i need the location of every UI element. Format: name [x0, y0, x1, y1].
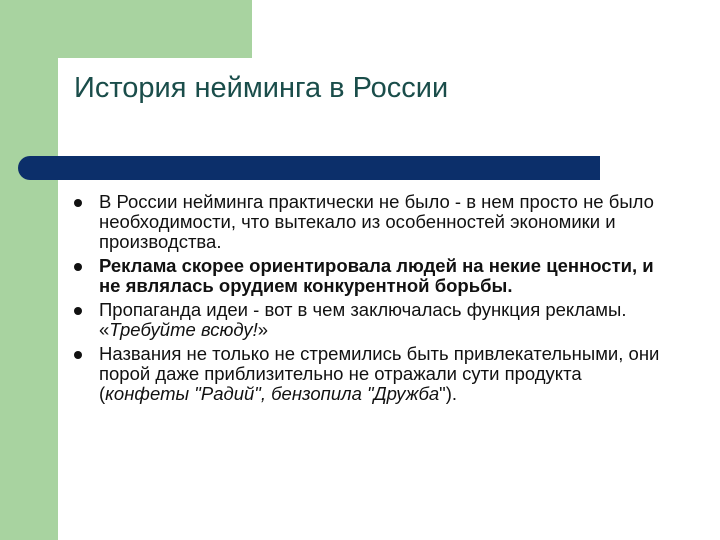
- bullet-item-4: [72, 344, 662, 404]
- slide-title: История нейминга в России: [74, 72, 449, 104]
- bullet-text: Реклама скорее ориентировала людей на некие ценности, и не являлась орудием конкурентной борьбы.: [99, 255, 654, 296]
- bullet-text: Названия не только не стремились быть привлекательными, они порой даже приблизительно не отражали сути продукта (: [99, 343, 660, 404]
- bullet-text: В России нейминга практически не было - в нем просто не было необходимости, что вытекало из особенностей экономики и производства.: [99, 191, 654, 252]
- bullet-dot-icon: [74, 199, 82, 207]
- bullet-list: [72, 192, 662, 408]
- bullet-item-2: [72, 256, 662, 296]
- bullet-item-1: [72, 192, 662, 252]
- bullet-text-tail: »: [257, 319, 269, 340]
- bullet-text: Пропаганда идеи - вот в чем заключалась функция рекламы. «: [99, 299, 627, 340]
- bullet-emphasis: конфеты "Радий", бензопила "Дружба: [105, 383, 440, 404]
- bullet-dot-icon: [74, 263, 82, 271]
- bullet-emphasis: Требуйте всюду!: [109, 319, 258, 340]
- title-divider-bar: [30, 156, 600, 180]
- bullet-text-tail: ").: [439, 383, 458, 404]
- bullet-item-3: [72, 300, 662, 340]
- bullet-dot-icon: [74, 351, 82, 359]
- bullet-dot-icon: [74, 307, 82, 315]
